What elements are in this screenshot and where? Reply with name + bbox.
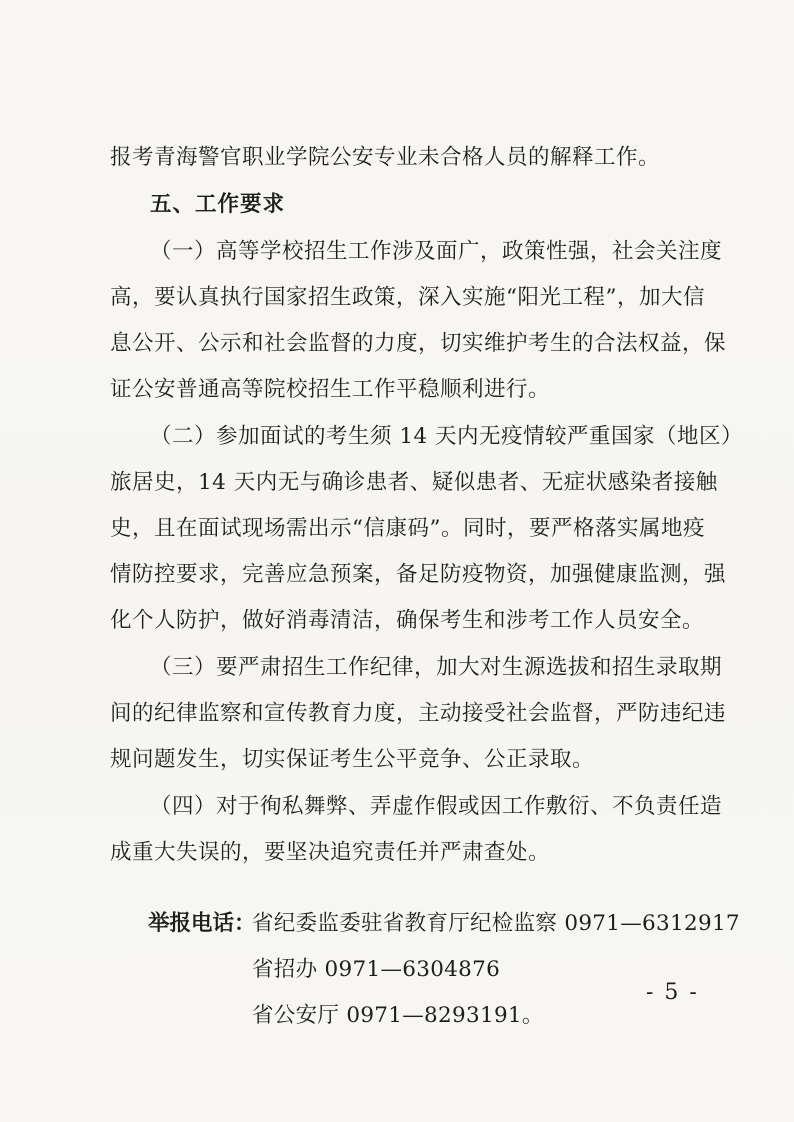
paragraph-1-line-4: 证公安普通高等院校招生工作平稳顺利进行。	[110, 377, 551, 402]
report-phone-line-3: 省公安厅 0971—8293191。	[252, 1003, 544, 1028]
paragraph-2-line-5: 化个人防护，做好消毒清洁，确保考生和涉考工作人员安全。	[110, 608, 705, 633]
report-phone-line-1: 省纪委监委驻省教育厅纪检监察 0971—6312917	[252, 911, 740, 936]
paragraph-4-line-1: （四）对于徇私舞弊、弄虚作假或因工作敷衍、不负责任造	[150, 794, 723, 819]
report-phone-label: 举报电话：	[148, 911, 256, 936]
paragraph-2-line-2: 旅居史，14 天内无与确诊患者、疑似患者、无症状感染者接触	[110, 470, 718, 495]
page-number: - 5 -	[646, 980, 699, 1005]
paragraph-2-line-1: （二）参加面试的考生须 14 天内无疫情较严重国家（地区）	[150, 424, 744, 449]
paragraph-3-line-2: 间的纪律监察和宣传教育力度，主动接受社会监督，严防违纪违	[110, 701, 727, 726]
paragraph-2-line-4: 情防控要求，完善应急预案，备足防疫物资，加强健康监测，强	[110, 562, 727, 587]
paragraph-3-line-1: （三）要严肃招生工作纪律，加大对生源选拔和招生录取期	[150, 655, 723, 680]
paragraph-3-line-3: 规问题发生，切实保证考生公平竞争、公正录取。	[110, 747, 595, 772]
section-heading: 五、工作要求	[150, 192, 286, 217]
report-phone-line-2: 省招办 0971—6304876	[252, 957, 501, 982]
paragraph-2-line-3: 史，且在面试现场需出示“信康码”。同时，要严格落实属地疫	[110, 516, 705, 541]
paragraph-continuation-line: 报考青海警官职业学院公安专业未合格人员的解释工作。	[110, 145, 661, 170]
paragraph-1-line-3: 息公开、公示和社会监督的力度，切实维护考生的合法权益，保	[110, 331, 727, 356]
paragraph-1-line-2: 高，要认真执行国家招生政策，深入实施“阳光工程”，加大信	[110, 285, 705, 310]
paragraph-4-line-2: 成重大失误的，要坚决追究责任并严肃查处。	[110, 840, 551, 865]
paragraph-1-line-1: （一）高等学校招生工作涉及面广，政策性强，社会关注度	[150, 239, 723, 264]
